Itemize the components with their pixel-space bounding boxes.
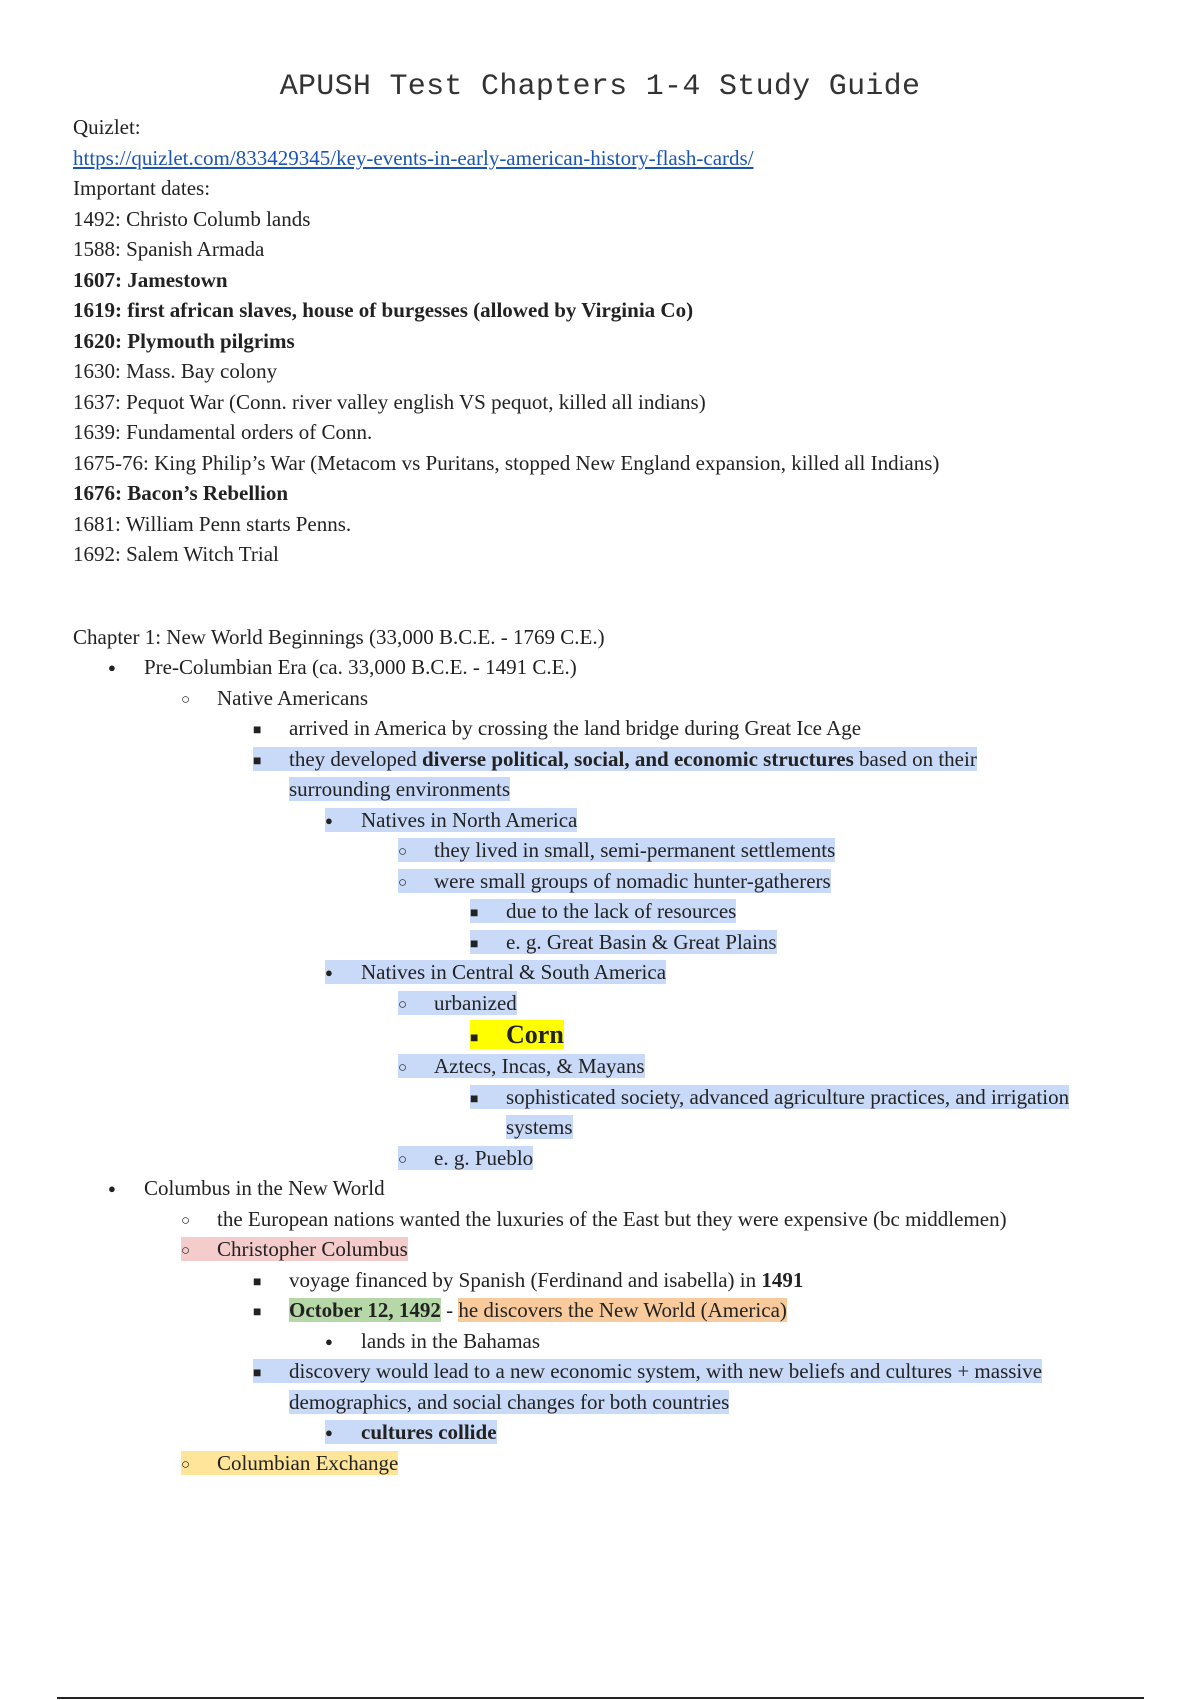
circle-bullet-icon [181,1204,217,1238]
outline-item-continuation: systems [506,1115,573,1139]
outline-item: ○Columbian Exchange [181,1448,1153,1479]
date-item: 1681: William Penn starts Penns. [73,511,352,536]
outline-item: ○Christopher Columbus [181,1234,1153,1265]
date-item: 1639: Fundamental orders of Conn. [73,420,373,444]
outline-item: ○e. g. Pueblo [398,1143,1153,1174]
circle-bullet-icon [398,988,434,1022]
outline-item: ●Pre-Columbian Era (ca. 33,000 B.C.E. - 1491 C.E.) [108,652,1153,683]
date-item: 1637: Pequot War (Conn. river valley english VS pequot, killed all indians) [73,389,706,414]
outline-item: ■Corn [470,1018,1153,1051]
quizlet-link[interactable]: https://quizlet.com/833429345/key-events-in-early-american-history-flash-cards/ [73,145,754,170]
disc-bullet-icon [325,805,361,839]
spacer [73,570,1153,622]
outline-item: ■due to the lack of resources [470,896,1153,927]
circle-bullet-icon [398,835,434,869]
date-item: 1492: Christo Columb lands [73,206,311,231]
page-bottom-rule [57,1697,1144,1699]
date-item: 1630: Mass. Bay colony [73,359,278,383]
date-item: 1692: Salem Witch Trial [73,542,279,566]
date-item: 1619: first african slaves, house of burgesses (allowed by Virginia Co) [73,298,694,322]
outline-item: ●lands in the Bahamas [325,1326,1153,1357]
quizlet-label: Quizlet: [73,115,141,139]
dates-list [73,204,1153,570]
circle-bullet-icon [398,1051,434,1085]
important-dates-label: Important dates: [73,176,211,200]
disc-bullet-icon [108,1173,144,1207]
square-bullet-icon [470,927,506,962]
outline-item: ●Natives in North America [325,805,1153,836]
square-bullet-icon [470,896,506,931]
disc-bullet-icon [325,1417,361,1451]
circle-bullet-icon [398,1143,434,1177]
disc-bullet-icon [325,1326,361,1360]
outline-item: ●Natives in Central & South America [325,957,1153,988]
square-bullet-icon [253,1265,289,1300]
outline-item: ●cultures collide [325,1417,1153,1448]
square-bullet-icon [470,1082,506,1117]
outline-item: ○they lived in small, semi-permanent settlements [398,835,1153,866]
outline-item: ■e. g. Great Basin & Great Plains [470,927,1153,958]
disc-bullet-icon [108,652,144,686]
outline-item: ■discovery would lead to a new economic system, with new beliefs and cultures + massive [253,1356,1153,1387]
quizlet-line [73,143,1153,174]
outline-item: ○were small groups of nomadic hunter-gatherers [398,866,1153,897]
chapter-heading: Chapter 1: New World Beginnings (33,000 B.C.E. - 1769 C.E.) [73,624,605,649]
outline-item: ■voyage financed by Spanish (Ferdinand and isabella) in 1491 [253,1265,1153,1296]
disc-bullet-icon [325,957,361,991]
outline-item: ■October 12, 1492 - he discovers the New World (America) [253,1295,1153,1326]
circle-bullet-icon [181,1448,217,1482]
square-bullet-icon [253,1356,289,1391]
outline-item-continuation: demographics, and social changes for both countries [289,1389,730,1414]
outline-item: ○Native Americans [181,683,1153,714]
outline-item: ○Aztecs, Incas, & Mayans [398,1051,1153,1082]
date-item: 1607: Jamestown [73,267,228,292]
square-bullet-icon [253,713,289,748]
outline-item: ○the European nations wanted the luxuries of the East but they were expensive (bc middlemen) [181,1204,1153,1235]
outline-item-continuation: surrounding environments [289,777,511,801]
square-bullet-icon [253,1295,289,1330]
outline-item: ■they developed diverse political, social, and economic structures based on their [253,744,1153,775]
outline-item: ●Columbus in the New World [108,1173,1153,1204]
date-item: 1620: Plymouth pilgrims [73,328,295,353]
circle-bullet-icon [181,1234,217,1268]
outline-item: ○urbanized [398,988,1153,1019]
document-body [73,112,1153,1478]
square-bullet-icon [253,744,289,779]
page-title: APUSH Test Chapters 1-4 Study Guide [279,70,921,104]
outline-item: ■arrived in America by crossing the land bridge during Great Ice Age [253,713,1153,744]
date-item: 1675-76: King Philip’s War (Metacom vs Puritans, stopped New England expansion, killed all Indians) [73,450,940,475]
date-item: 1676: Bacon’s Rebellion [73,481,289,505]
circle-bullet-icon [398,866,434,900]
date-item: 1588: Spanish Armada [73,237,265,261]
circle-bullet-icon [181,683,217,717]
outline-item: ■sophisticated society, advanced agriculture practices, and irrigation [470,1082,1153,1113]
